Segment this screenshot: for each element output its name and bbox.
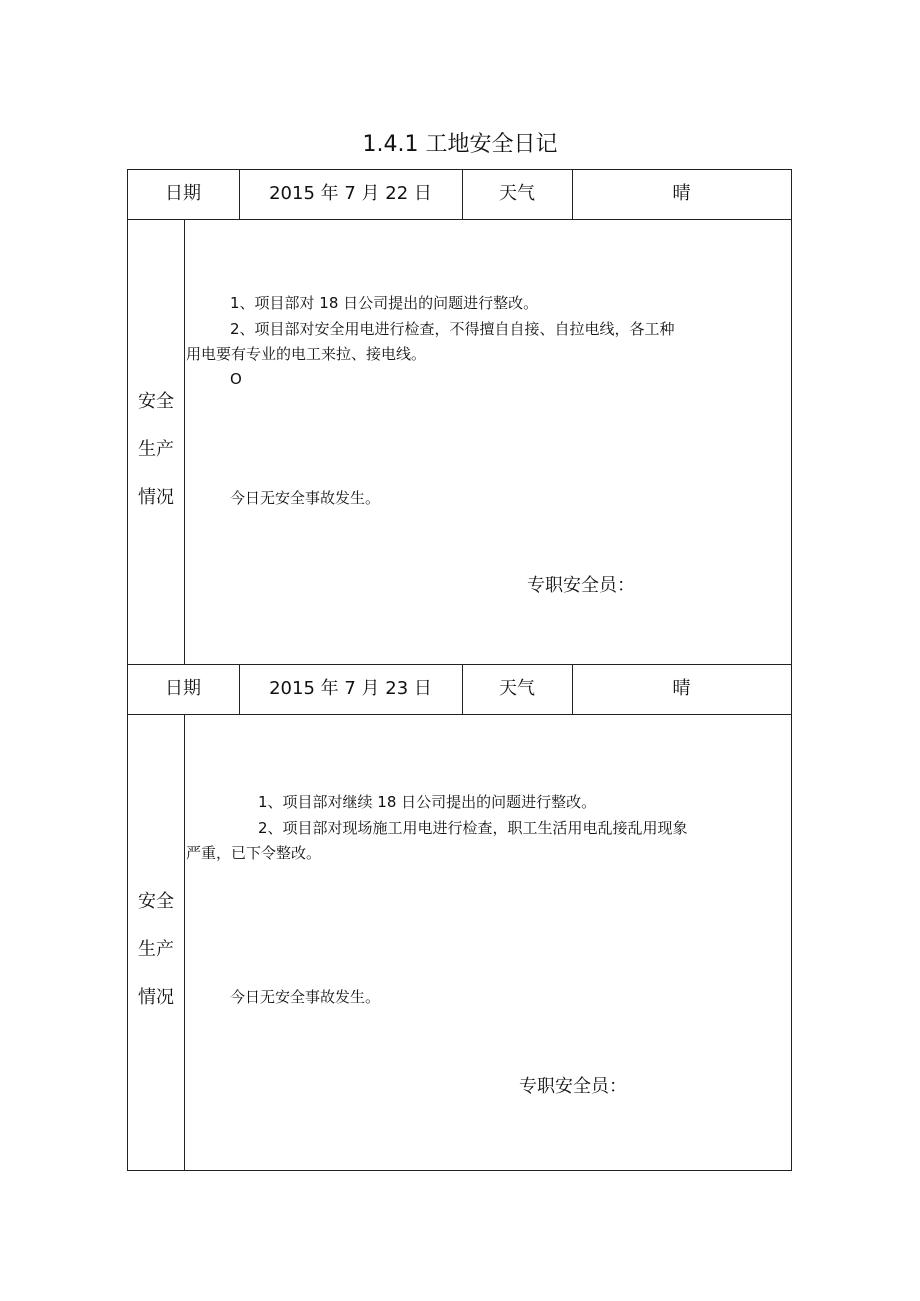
table-divider [127, 714, 792, 715]
table-border-right [791, 169, 792, 1171]
page-title: 1.4.1 工地安全日记 [362, 132, 558, 157]
entry-line: O [230, 370, 242, 388]
table-divider [127, 219, 792, 220]
table-divider [184, 219, 185, 665]
section-label: 安全 生产 情况 [138, 891, 174, 1008]
entry-line: 1、项目部对 18 日公司提出的问题进行整改。 [230, 294, 539, 312]
section-label: 安全 生产 情况 [138, 391, 174, 508]
weather-label: 天气 [499, 183, 535, 204]
weather-value: 晴 [672, 183, 691, 204]
no-accident-text: 今日无安全事故发生。 [230, 988, 381, 1006]
date-value: 2015 年 7 月 22 日 [269, 183, 432, 204]
entry-line: 用电要有专业的电工来拉、接电线。 [186, 345, 427, 363]
entry-line: 2、项目部对安全用电进行检查，不得擅自自接、自拉电线，各工种 [230, 320, 675, 338]
weather-value: 晴 [672, 678, 691, 699]
entry-line: 2、项目部对现场施工用电进行检查，职工生活用电乱接乱用现象 [258, 819, 688, 837]
entry-line: 严重，已下令整改。 [186, 844, 322, 862]
safety-officer-label: 专职安全员： [519, 1076, 627, 1097]
table-divider [127, 664, 792, 665]
safety-officer-label: 专职安全员： [527, 575, 635, 596]
table-divider [184, 714, 185, 1171]
date-label: 日期 [165, 183, 201, 204]
date-label: 日期 [165, 678, 201, 699]
table-border-top [127, 169, 792, 170]
table-border-bottom [127, 1170, 792, 1171]
date-value: 2015 年 7 月 23 日 [269, 678, 432, 699]
entry-line: 1、项目部对继续 18 日公司提出的问题进行整改。 [258, 793, 597, 811]
weather-label: 天气 [499, 678, 535, 699]
no-accident-text: 今日无安全事故发生。 [230, 489, 381, 507]
